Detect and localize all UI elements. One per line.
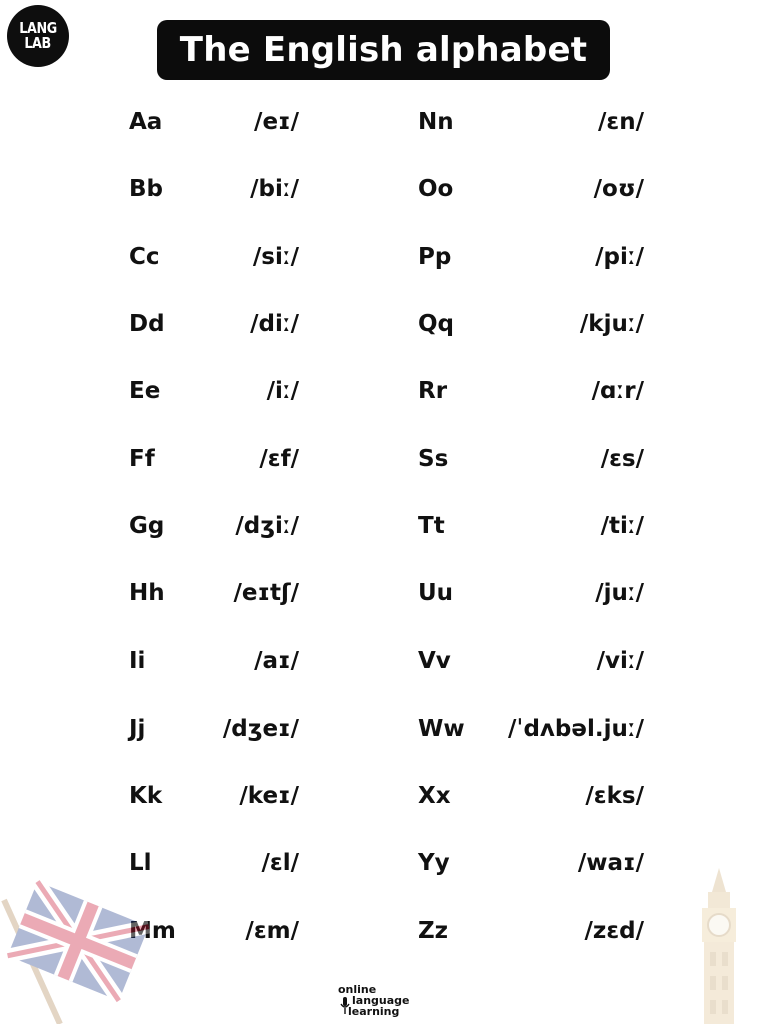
ipa-transcription: /ɛn/ — [598, 109, 644, 135]
letter-pair: Mm — [129, 918, 176, 944]
alphabet-row — [129, 843, 299, 883]
letter-pair: Oo — [418, 176, 454, 202]
ipa-transcription: /iː/ — [266, 378, 299, 404]
alphabet-row — [418, 169, 644, 209]
letter-pair: Ii — [129, 648, 146, 674]
alphabet-row — [418, 776, 644, 816]
ipa-transcription: /waɪ/ — [577, 850, 644, 876]
alphabet-row — [418, 439, 644, 479]
alphabet-row — [418, 237, 644, 277]
ipa-transcription: /dʒeɪ/ — [222, 716, 299, 742]
big-ben-icon — [684, 868, 754, 1024]
letter-pair: Nn — [418, 109, 454, 135]
alphabet-row — [129, 506, 299, 546]
letter-pair: Pp — [418, 244, 452, 270]
letter-pair: Uu — [418, 580, 454, 606]
letter-pair: Kk — [129, 783, 163, 809]
logo-line-2: LAB — [24, 34, 52, 52]
alphabet-row — [129, 439, 299, 479]
ipa-transcription: /eɪtʃ/ — [233, 580, 299, 606]
letter-pair: Ll — [129, 850, 152, 876]
letter-pair: Gg — [129, 513, 165, 539]
ipa-transcription: /ɑːr/ — [591, 378, 644, 404]
alphabet-row — [129, 304, 299, 344]
uk-flag-icon — [0, 880, 150, 1024]
letter-pair: Vv — [418, 648, 451, 674]
ipa-transcription: /diː/ — [250, 311, 299, 337]
alphabet-row — [418, 911, 644, 951]
footer-logo-line-2: language — [352, 994, 410, 1007]
ipa-transcription: /kjuː/ — [579, 311, 644, 337]
letter-pair: Jj — [129, 716, 146, 742]
page-title: The English alphabet — [179, 30, 588, 70]
alphabet-row — [418, 641, 644, 681]
alphabet-row — [418, 102, 644, 142]
ipa-transcription: /juː/ — [595, 580, 644, 606]
ipa-transcription: /tiː/ — [600, 513, 644, 539]
letter-pair: Qq — [418, 311, 455, 337]
alphabet-row — [129, 709, 299, 749]
ipa-transcription: /ɛf/ — [259, 446, 299, 472]
footer-logo-line-1: online — [338, 983, 377, 996]
letter-pair: Aa — [129, 109, 163, 135]
alphabet-row — [129, 237, 299, 277]
online-language-learning-logo — [330, 982, 440, 1022]
ipa-transcription: /ɛl/ — [261, 850, 299, 876]
footer-logo-line-3: learning — [348, 1005, 400, 1018]
letter-pair: Tt — [418, 513, 445, 539]
alphabet-row — [418, 371, 644, 411]
alphabet-row — [418, 506, 644, 546]
logo-line-1: LANG — [19, 19, 57, 37]
letter-pair: Ww — [418, 716, 465, 742]
ipa-transcription: /ɛm/ — [245, 918, 299, 944]
alphabet-row — [129, 641, 299, 681]
title-banner — [157, 20, 610, 80]
letter-pair: Xx — [418, 783, 451, 809]
ipa-transcription: /keɪ/ — [239, 783, 299, 809]
ipa-transcription: /oʊ/ — [593, 176, 644, 202]
alphabet-row — [418, 304, 644, 344]
lang-lab-logo — [7, 5, 69, 67]
ipa-transcription: /viː/ — [596, 648, 644, 674]
ipa-transcription: /ɛks/ — [585, 783, 644, 809]
letter-pair: Dd — [129, 311, 165, 337]
letter-pair: Ee — [129, 378, 161, 404]
letter-pair: Zz — [418, 918, 449, 944]
alphabet-row — [129, 776, 299, 816]
letter-pair: Ss — [418, 446, 449, 472]
alphabet-row — [129, 169, 299, 209]
ipa-transcription: /siː/ — [252, 244, 299, 270]
letter-pair: Bb — [129, 176, 163, 202]
ipa-transcription: /piː/ — [595, 244, 644, 270]
alphabet-row — [129, 102, 299, 142]
letter-pair: Ff — [129, 446, 155, 472]
alphabet-row — [129, 573, 299, 613]
letter-pair: Cc — [129, 244, 160, 270]
letter-pair: Yy — [418, 850, 450, 876]
ipa-transcription: /zɛd/ — [584, 918, 644, 944]
microphone-icon — [340, 996, 350, 1016]
alphabet-row — [129, 371, 299, 411]
ipa-transcription: /biː/ — [250, 176, 299, 202]
alphabet-row — [129, 911, 299, 951]
ipa-transcription: /dʒiː/ — [235, 513, 299, 539]
ipa-transcription: /ɛs/ — [600, 446, 644, 472]
ipa-transcription: /ˈdʌbəl.juː/ — [508, 716, 644, 742]
ipa-transcription: /aɪ/ — [254, 648, 299, 674]
ipa-transcription: /eɪ/ — [254, 109, 299, 135]
alphabet-row — [418, 709, 644, 749]
letter-pair: Rr — [418, 378, 448, 404]
alphabet-row — [418, 573, 644, 613]
letter-pair: Hh — [129, 580, 165, 606]
alphabet-row — [418, 843, 644, 883]
